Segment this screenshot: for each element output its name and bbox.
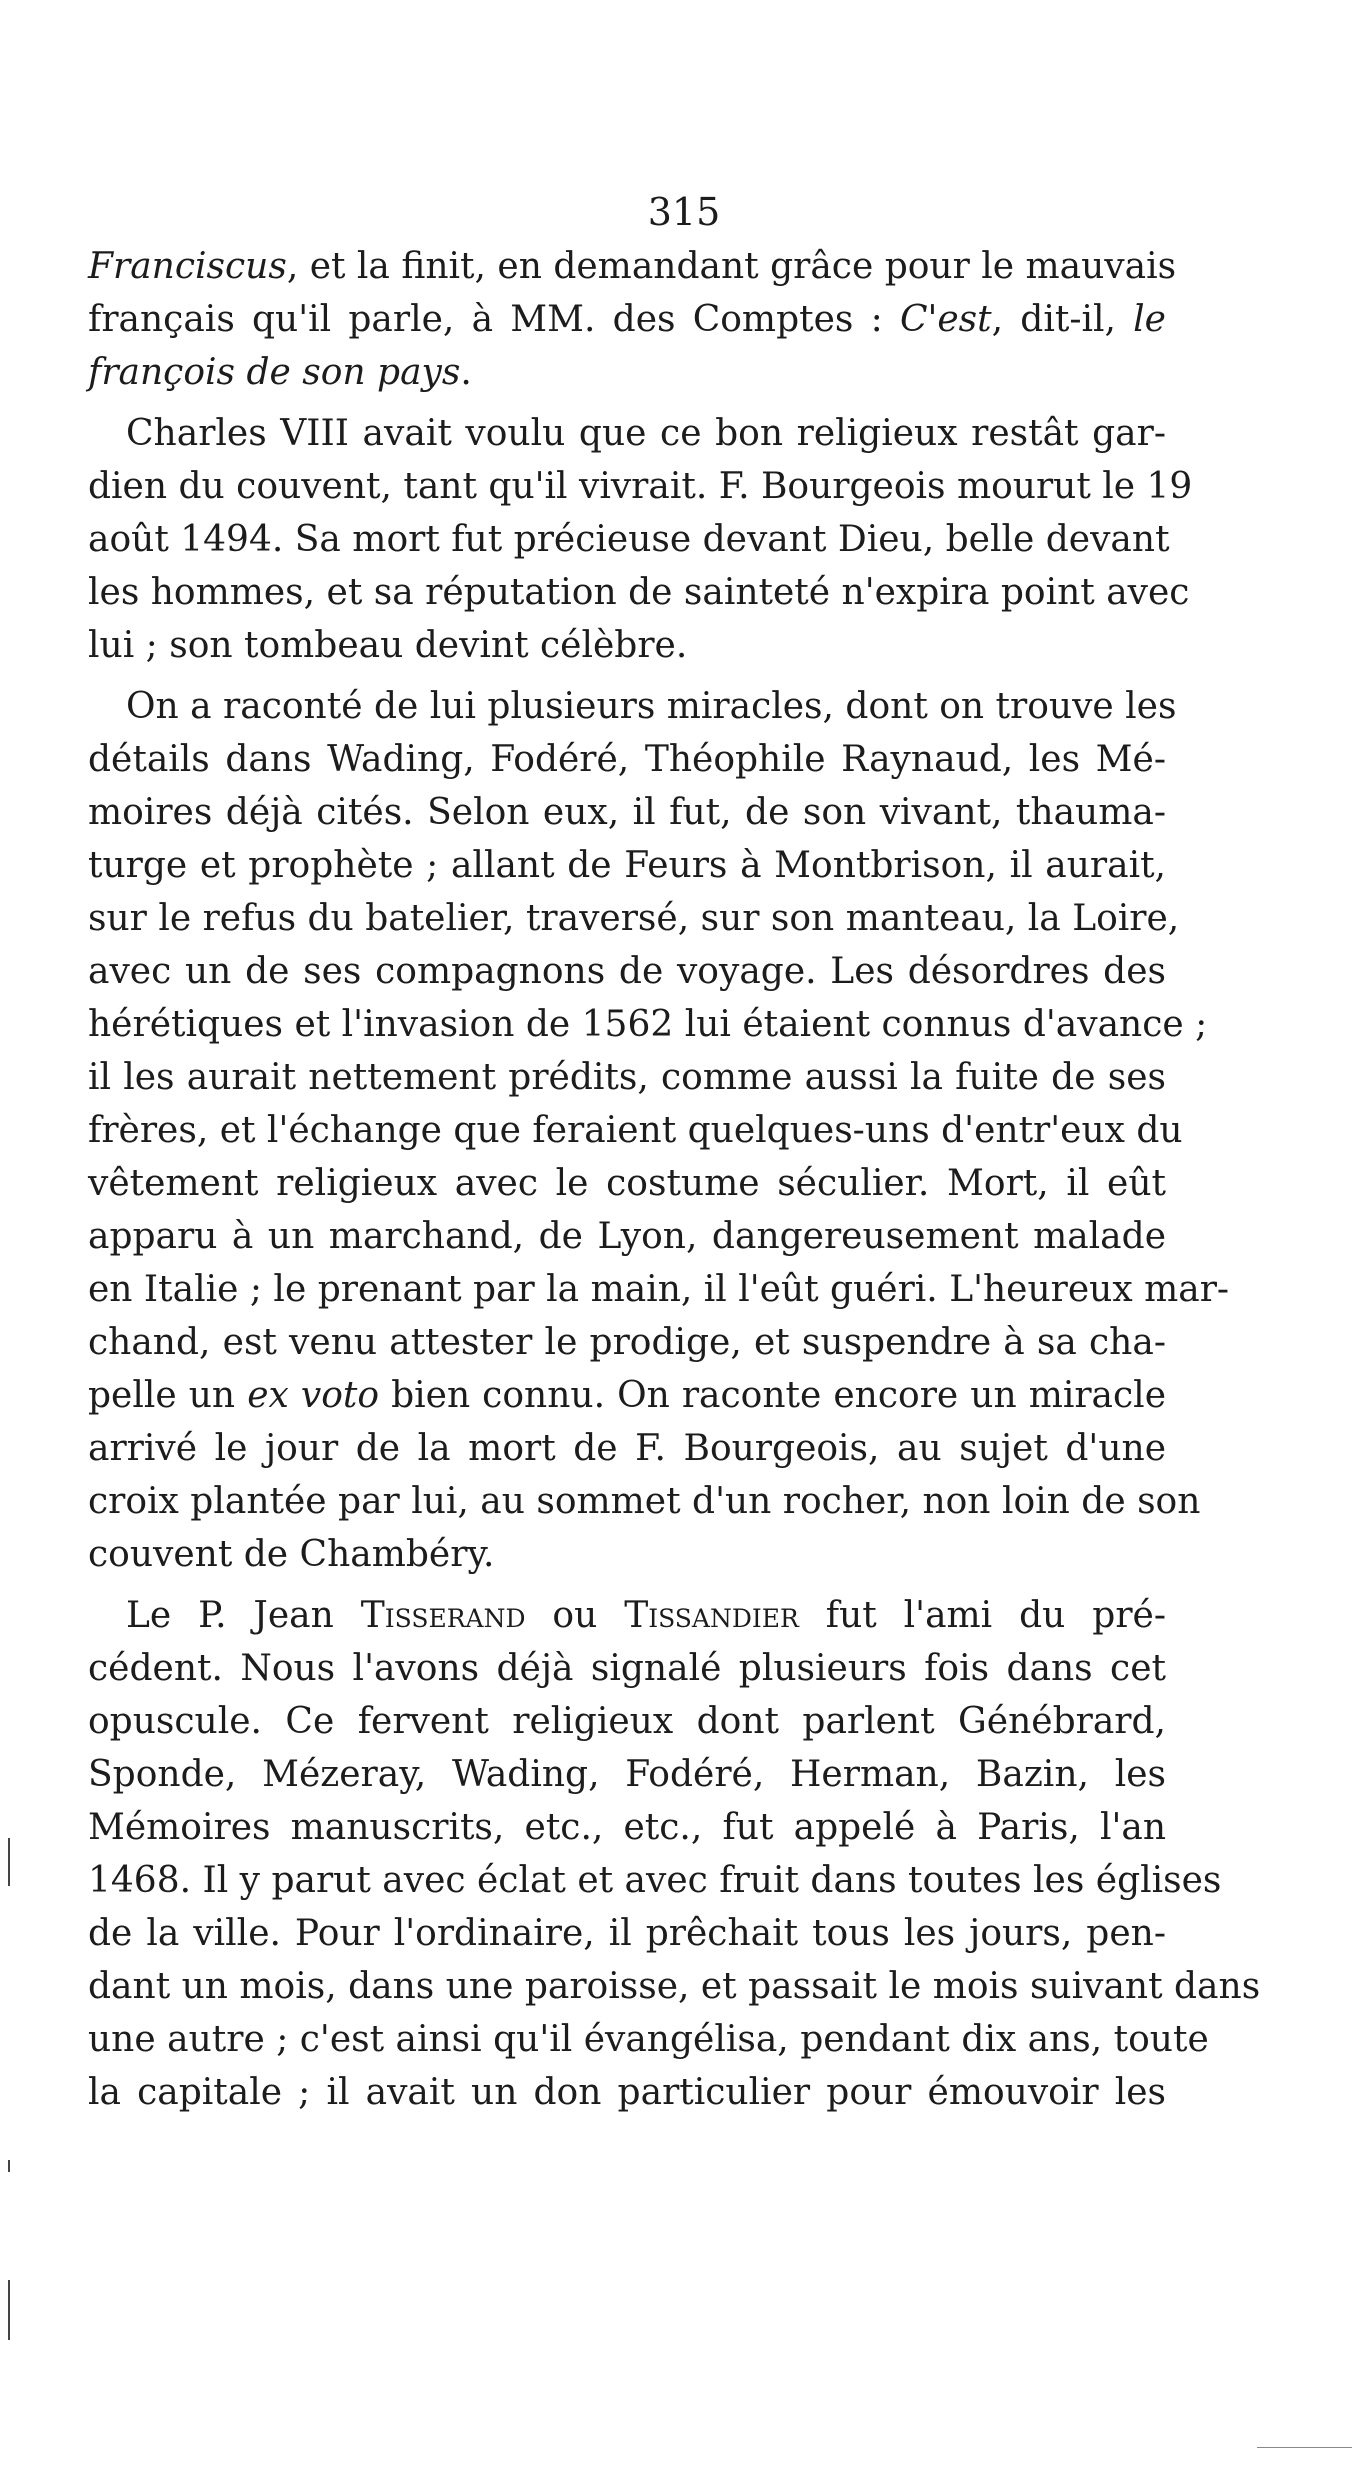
text-line: dien du couvent, tant qu'il vivrait. F. Bourgeois mourut le 19 (88, 466, 1193, 507)
text-line: lui ; son tombeau devint célèbre. (88, 625, 688, 666)
text-line: pelle un ex voto bien connu. On raconte encore un miracle (88, 1375, 1167, 1416)
text-line: On a raconté de lui plusieurs miracles, dont on trouve les (126, 686, 1177, 727)
margin-mark (8, 2160, 10, 2172)
text-line: apparu à un marchand, de Lyon, dangereusement malade (88, 1216, 1166, 1257)
paragraph (88, 407, 1193, 672)
paragraph (88, 240, 1177, 399)
text-line: les hommes, et sa réputation de sainteté n'expira point avec (88, 572, 1190, 613)
text-line: opuscule. Ce fervent religieux dont parlent Génébrard, (88, 1701, 1166, 1742)
text-line: français qu'il parle, à MM. des Comptes : C'est, dit-il, le (88, 299, 1166, 340)
paragraph (88, 680, 1230, 1581)
text-line: 1468. Il y parut avec éclat et avec fruit dans toutes les églises (88, 1860, 1222, 1901)
text-line: frères, et l'échange que feraient quelques-uns d'entr'eux du (88, 1110, 1183, 1151)
text-line: août 1494. Sa mort fut précieuse devant Dieu, belle devant (88, 519, 1170, 560)
text-line: une autre ; c'est ainsi qu'il évangélisa, pendant dix ans, toute (88, 2019, 1209, 2060)
page-number: 315 (647, 190, 721, 234)
text-line: détails dans Wading, Fodéré, Théophile Raynaud, les Mé- (88, 739, 1166, 780)
text-line: croix plantée par lui, au sommet d'un rocher, non loin de son (88, 1481, 1201, 1522)
text-line: Le P. Jean Tisserand ou Tissandier fut l'ami du pré- (126, 1595, 1167, 1636)
text-line: Franciscus, et la finit, en demandant grâce pour le mauvais (88, 246, 1177, 287)
text-line: cédent. Nous l'avons déjà signalé plusieurs fois dans cet (88, 1648, 1166, 1689)
text-line: de la ville. Pour l'ordinaire, il prêchait tous les jours, pen- (88, 1913, 1166, 1954)
text-line: turge et prophète ; allant de Feurs à Montbrison, il aurait, (88, 845, 1166, 886)
margin-mark (8, 2280, 10, 2340)
text-line: françois de son pays. (88, 352, 472, 393)
text-line: avec un de ses compagnons de voyage. Les désordres des (88, 951, 1166, 992)
text-line: Mémoires manuscrits, etc., etc., fut appelé à Paris, l'an (88, 1807, 1166, 1848)
text-line: vêtement religieux avec le costume séculier. Mort, il eût (88, 1163, 1166, 1204)
text-line: sur le refus du batelier, traversé, sur son manteau, la Loire, (88, 898, 1180, 939)
text-line: arrivé le jour de la mort de F. Bourgeois, au sujet d'une (88, 1428, 1166, 1469)
margin-mark (8, 1838, 10, 1886)
text-line: la capitale ; il avait un don particulier pour émouvoir les (88, 2072, 1166, 2113)
text-line: couvent de Chambéry. (88, 1534, 495, 1575)
text-line: chand, est venu attester le prodige, et suspendre à sa cha- (88, 1322, 1166, 1363)
corner-mark (1257, 2447, 1352, 2448)
text-line: Sponde, Mézeray, Wading, Fodéré, Herman, Bazin, les (88, 1754, 1166, 1795)
text-line: hérétiques et l'invasion de 1562 lui étaient connus d'avance ; (88, 1004, 1208, 1045)
text-line: Charles VIII avait voulu que ce bon religieux restât gar- (126, 413, 1166, 454)
text-line: moires déjà cités. Selon eux, il fut, de son vivant, thauma- (88, 792, 1166, 833)
text-line: en Italie ; le prenant par la main, il l'eût guéri. L'heureux mar- (88, 1269, 1230, 1310)
text-line: il les aurait nettement prédits, comme aussi la fuite de ses (88, 1057, 1166, 1098)
paragraph (88, 1589, 1261, 2119)
text-line: dant un mois, dans une paroisse, et passait le mois suivant dans (88, 1966, 1261, 2007)
text-body (88, 240, 1261, 2127)
